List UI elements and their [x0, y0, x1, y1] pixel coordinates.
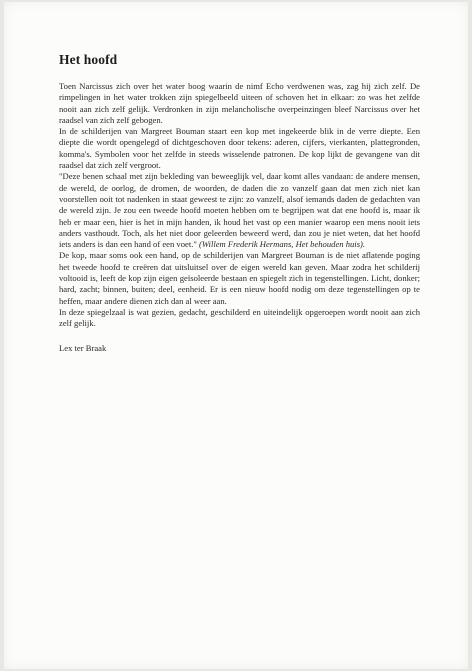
article-title: Het hoofd	[59, 52, 118, 67]
document-page	[4, 2, 468, 669]
paragraph-narcissus: Toen Narcissus zich over het water boog waarin de nimf Echo verdwenen was, zag hij zich zelf. De rimpelingen in het water trokken zijn spiegelbeeld uiteen of schoven het in elkaar: zo was het zelfde nooit aan zich zelf gelijk. Verdronken in zijn melancholische overpeinzingen bleef Narcissus over het raadsel van zich zelf gebogen.	[59, 81, 420, 125]
paragraph-schilderijen: In de schilderijen van Margreet Bouman staart een kop met ingekeerde blik in de verre diepte. Een diepte die wordt opengelegd of dichtgeschoven door tekens: aderen, cijfers, vierkanten, plattegronden, komma's. Symbolen voor het zelfde in steeds wisselende patronen. De kop lijkt de gevangene van dit raadsel dat zich zelf vergroot.	[59, 126, 420, 171]
paragraph-spiegelzaal: In deze spiegelzaal is wat gezien, gedacht, geschilderd en uiteindelijk opgeroepen wordt nooit aan zich zelf gelijk.	[59, 306, 420, 329]
quote-text: "Deze benen schaal met zijn bekleding van beweeglijk vel, daar komt alles vandaan: de andere mensen, de wereld, de oorlog, de dromen, de woorden, de daden die zo vanzelf gaan dat men zich niet kan voorstellen ooit tot nadenken in staat geweest te zijn: zo vanzelf, alsof iemands daden de gedachten van de wereld zijn. Je zou een tweede hoofd moeten hebben om te begrijpen wat dat ene hoofd is, maar ik heb er maar een, hier is het in mijn handen, ik houd het vast op een manier waarop een mens nooit iets anders vasthoudt. Toch, als het niet door geleerden beweerd werd, dan zou je niet weten, dat het hoofd iets anders is dan een hand of een voet."	[59, 171, 420, 250]
quote-paragraph	[59, 171, 420, 250]
quote-citation: (Willem Frederik Hermans, Het behouden huis).	[199, 239, 366, 250]
article	[59, 52, 420, 354]
paragraph-de-kop: De kop, maar soms ook een hand, op de schilderijen van Margreet Bouman is de niet aflatende poging het tweede hoofd te creëren dat uitsluitsel over de eigen wereld kan geven. Maar zodra het schilderij voltooid is, leeft de kop zijn eigen geïsoleerde bestaan en spiegelt zich in tegenstellingen. Licht, donker; hard, zacht; binnen, buiten; deel, eenheid. Er is een nieuw hoofd nodig om deze tegenstellingen op te heffen, maar andere dienen zich dan al weer aan.	[59, 250, 420, 306]
author-signature: Lex ter Braak	[59, 342, 107, 353]
